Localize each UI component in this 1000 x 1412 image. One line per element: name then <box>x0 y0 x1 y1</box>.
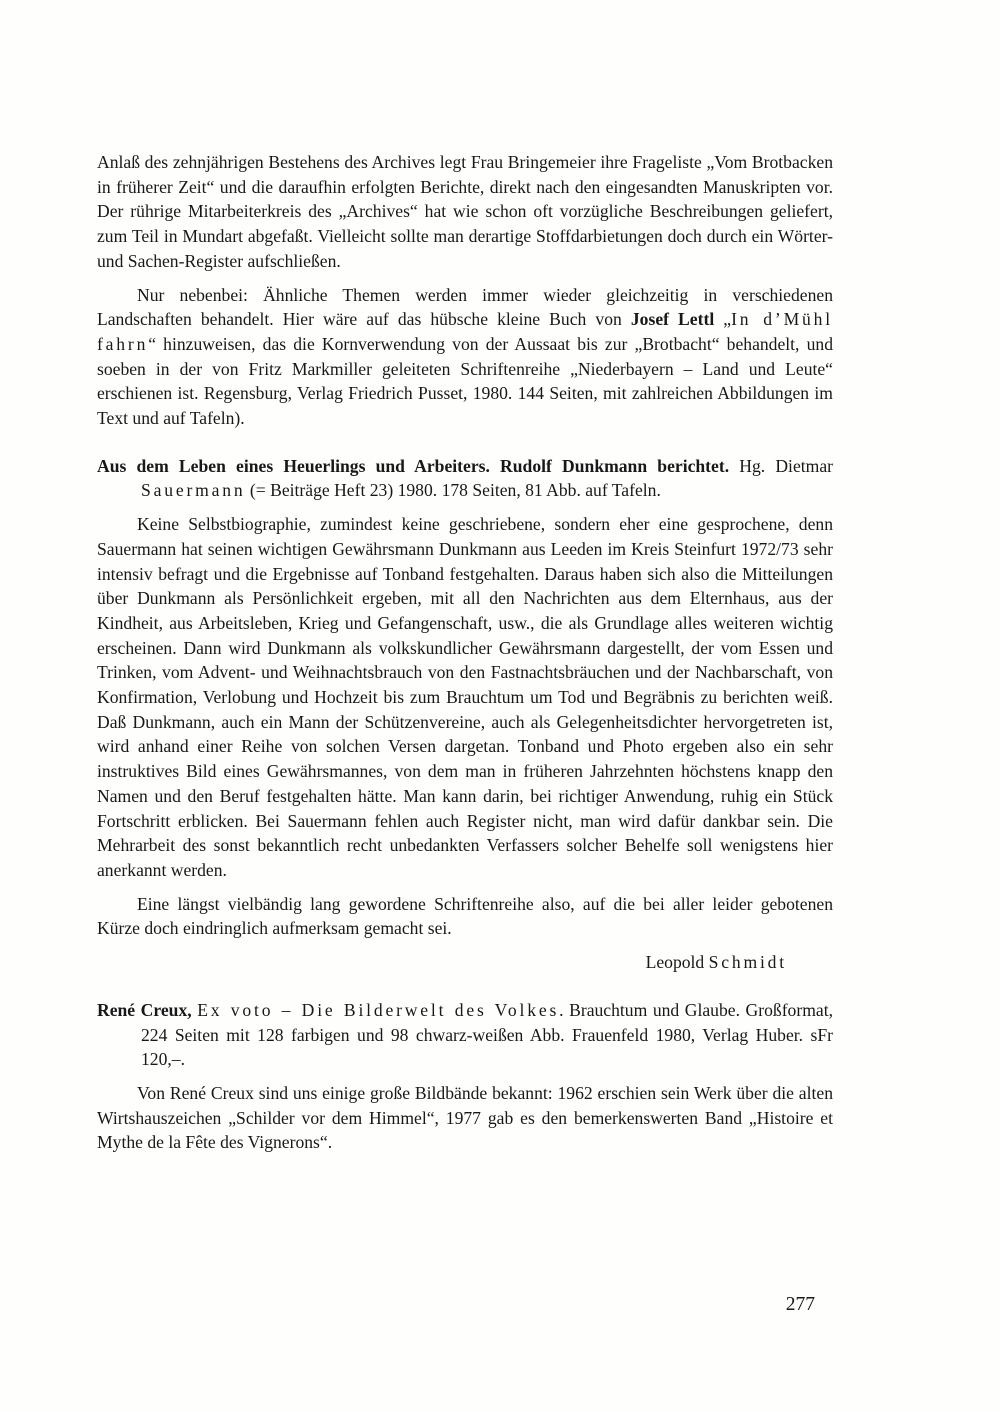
text-segment: Von René Creux sind uns einige große Bildbände bekannt: 1962 erschien sein Werk über die alten Wirtshauszeichen „Schilder vor dem Himmel“, 1977 gab es den bemerkenswerten Band „Histoire et Mythe de la Fête des Vignerons“. <box>97 1082 833 1153</box>
text-segment: Hg. Dietmar <box>729 455 833 476</box>
text-column <box>97 150 833 1155</box>
reviewer-signature <box>97 950 833 975</box>
text-segment: Anlaß des zehnjährigen Bestehens des Archives legt Frau Bringemeier ihre Frageliste „Vom Brotbacken in früherer Zeit“ und die daraufhin erfolgten Berichte, direkt nach den eingesandten Manuskripten vor. Der rührige Mitarbeiterkreis des „Archives“ hat wie schon oft vorzügliche Beschreibungen geliefert, zum Teil in Mundart abgefaßt. Vielleicht sollte man derartige Stoffdarbietungen doch durch ein Wörter- und Sachen-Register aufschließen. <box>97 152 833 271</box>
text-segment: “ hinzuweisen, das die Kornverwendung von der Aussaat bis zur „Brotbacht“ behandelt, und soeben in der von Fritz Markmiller geleiteten Schriftenreihe „Niederbayern – Land und Leute“ erschienen ist. Regensburg, Verlag Friedrich Pusset, 1980. 144 Seiten, mit zahlreichen Abbildungen im Text und auf Tafeln). <box>97 333 833 429</box>
text-segment: Sauermann <box>141 480 246 501</box>
text-segment: . Brauchtum und Glaube. Großformat, 224 Seiten mit 128 farbigen und 98 chwarz-weißen Abb. Frauenfeld 1980, Verlag Huber. sFr 120,–. <box>141 999 833 1070</box>
text-segment: Eine längst vielbändig lang gewordene Schriftenreihe also, auf die bei aller leider gebotenen Kürze doch eindringlich aufmerksam gemacht sei. <box>97 893 833 939</box>
page-number: 277 <box>785 1294 815 1315</box>
text-segment: (= Beiträge Heft 23) 1980. 178 Seiten, 81 Abb. auf Tafeln. <box>245 480 661 501</box>
text-segment: Josef Lettl <box>630 309 715 330</box>
text-segment: Schmidt <box>708 952 787 973</box>
text-segment: Keine Selbstbiographie, zumindest keine geschriebene, sondern eher eine gesprochene, denn Sauermann hat seinen wichtigen Gewährsmann Dunkmann aus Leeden im Kreis Steinfurt 1972/73 sehr intensiv befragt und die Ergebnisse auf Tonband festgehalten. Daraus haben sich also die Mitteilungen über Dunkmann als Persönlichkeit ergeben, mit all den Nachrichten aus dem Elternhaus, aus der Kindheit, aus Arbeitsleben, Krieg und Gefangenschaft, usw., die als Grundlage alles weiteren wichtig erscheinen. Dann wird Dunkmann als volkskundlicher Gewährsmann dargestellt, der vom Essen und Trinken, vom Advent- und Weihnachtsbrauch von den Fastnachtsbräuchen und der Nachbarschaft, von Konfirmation, Verlobung und Hochzeit bis zum Brauchtum um Tod und Begräbnis zu berichten weiß. Daß Dunkmann, auch ein Mann der Schützenvereine, auch als Gelegenheitsdichter hervorgetreten ist, wird anhand einer Reihe von solchen Versen dargetan. Tonband und Photo ergeben also ein sehr instruktives Bild eines Gewährsmannes, von dem man in früheren Jahrzehnten höchstens knapp den Namen und den Beruf festgehalten hätte. Man kann darin, bei richtiger Anwendung, ruhig ein Stück Fortschritt erblicken. Bei Sauermann fehlen auch Register nicht, man wird dafür dankbar sein. Die Mehrarbeit des sonst bekanntlich recht unbedankten Verfassers solcher Behelfe soll wenigstens hier anerkannt werden. <box>97 514 833 880</box>
review-heading-creux <box>97 998 833 1072</box>
text-segment: In d’Mühl fahrn <box>97 309 833 354</box>
paragraph-archiv-frageliste <box>97 150 833 274</box>
paragraph-dunkmann-review <box>97 512 833 883</box>
text-segment: René Creux, <box>97 999 192 1020</box>
paragraph-josef-lettl <box>97 283 833 431</box>
text-segment: Aus dem Leben eines Heuerlings und Arbeiters. Rudolf Dunkmann berichtet. <box>97 455 730 476</box>
text-segment: Ex voto – Die Bilderwelt des Volkes <box>197 999 560 1020</box>
review-heading-dunkmann <box>97 454 833 503</box>
paragraph-creux-review <box>97 1081 833 1155</box>
paragraph-schlussbemerkung <box>97 892 833 941</box>
text-segment: Nur nebenbei: Ähnliche Themen werden immer wieder gleichzeitig in verschiedenen Landschaften behandelt. Hier wäre auf das hübsche kleine Buch von <box>97 284 833 330</box>
text-segment: Leopold <box>645 952 709 973</box>
text-segment: „ <box>714 309 732 330</box>
